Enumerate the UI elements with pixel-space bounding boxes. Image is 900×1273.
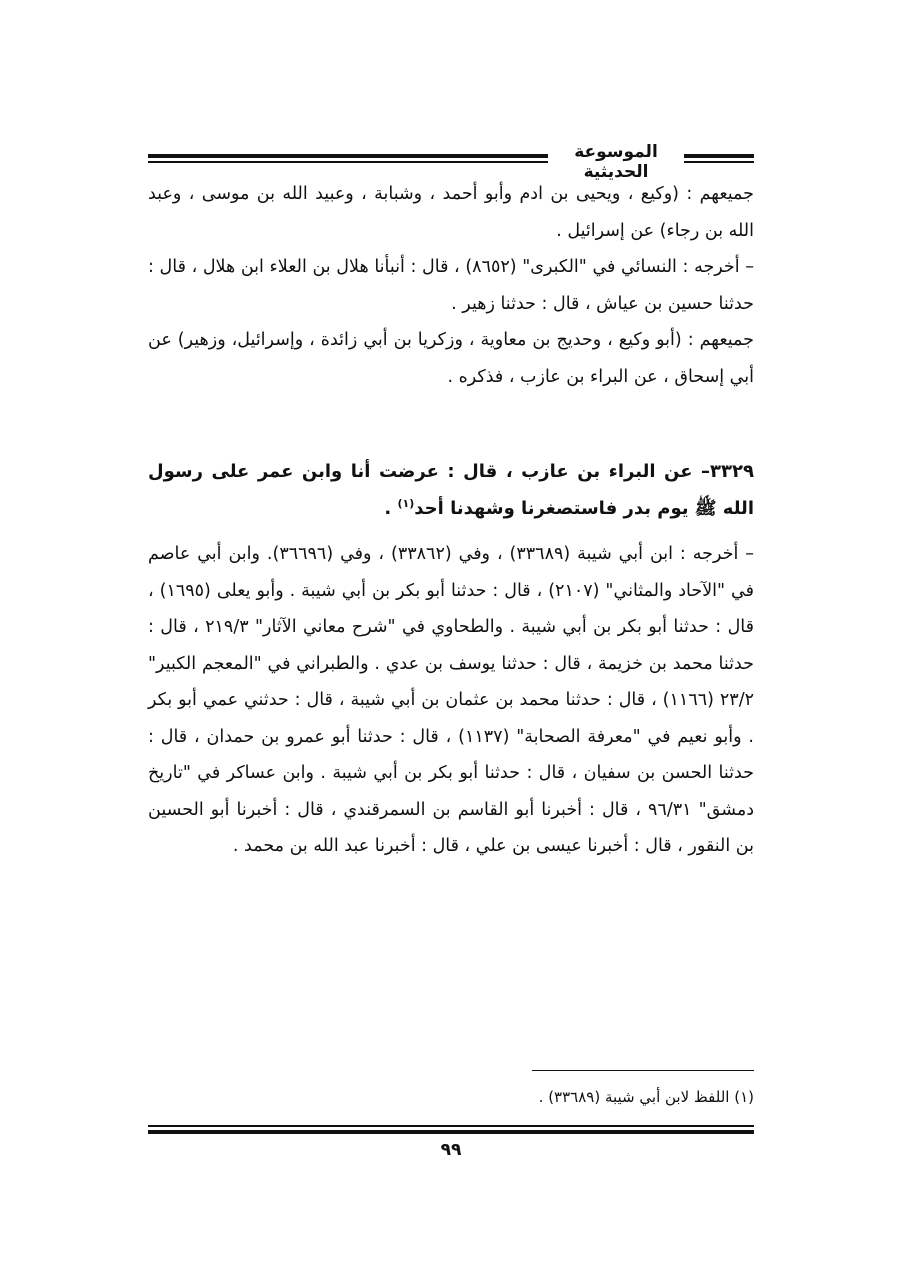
top-paragraphs: [148, 176, 754, 395]
header-title: الموسوعة الحديثية: [574, 142, 658, 182]
running-header: [148, 138, 754, 182]
takhrij-section: [148, 536, 754, 865]
header-rule-right: [684, 154, 754, 163]
paragraph-nasai: – أخرجه : النسائي في "الكبرى" (٨٦٥٢) ، قال : أنبأنا هلال بن العلاء ابن هلال ، قال : حدثنا حسين بن عياش ، قال : حدثنا زهير .: [148, 257, 754, 314]
hadith-end: .: [384, 498, 398, 519]
paragraph-takhrij: – أخرجه : ابن أبي شيبة (٣٣٦٨٩) ، وفي (٣٣٨٦٢) ، وفي (٣٦٦٩٦). وابن أبي عاصم في "الآحاد والمثاني" (٢١٠٧) ، قال : حدثنا أبو بكر بن أبي شيبة . وأبو يعلى (١٦٩٥) ، قال : حدثنا أبو بكر بن أبي شيبة . والطحاوي في "شرح معاني الآثار" ٢١٩/٣ ، قال : حدثنا محمد بن خزيمة ، قال : حدثنا يوسف بن عدي . والطبراني في "المعجم الكبير" ٢٣/٢ (١١٦٦) ، قال : حدثنا محمد بن عثمان بن أبي شيبة ، قال : حدثني عمي أبو بكر . وأبو نعيم في "معرفة الصحابة" (١١٣٧) ، قال : حدثنا أبو عمرو بن حمدان ، قال : حدثنا الحسن بن سفيان ، قال : حدثنا أبو بكر بن أبي شيبة . وابن عساكر في "تاريخ دمشق" ٩٦/٣١ ، قال : أخبرنا أبو القاسم بن السمرقندي ، قال : أخبرنا أبو الحسين بن النقور ، قال : أخبرنا عيسى بن علي ، قال : أخبرنا عبد الله بن محمد .: [148, 544, 755, 856]
paragraph-narrators: جميعهم : (وكيع ، ويحيى بن ادم وأبو أحمد ، وشبابة ، وعبيد الله بن موسى ، وعبد الله بن رجاء) عن إسرائيل .: [148, 184, 754, 241]
footnote-separator: [532, 1070, 754, 1071]
paragraph-narrators-2: جميعهم : (أبو وكيع ، وحديج بن معاوية ، وزكريا بن أبي زائدة ، وإسرائيل، وزهير) عن أبي إسحاق ، عن البراء بن عازب ، فذكره .: [148, 330, 754, 387]
page-number: ٩٩: [440, 1140, 462, 1160]
hadith-text: ٣٣٢٩– عن البراء بن عازب ، قال : عرضت أنا وابن عمر على رسول الله ﷺ يوم بدر فاستصغرنا وشهدنا أحد: [148, 461, 754, 519]
footnote-reference[interactable]: (١): [397, 497, 415, 510]
header-rule-left: [148, 154, 548, 163]
footer-rule: [148, 1125, 754, 1134]
hadith-3329: [148, 453, 754, 527]
footnote-1: (١) اللفظ لابن أبي شيبة (٣٣٦٨٩) .: [538, 1088, 754, 1106]
